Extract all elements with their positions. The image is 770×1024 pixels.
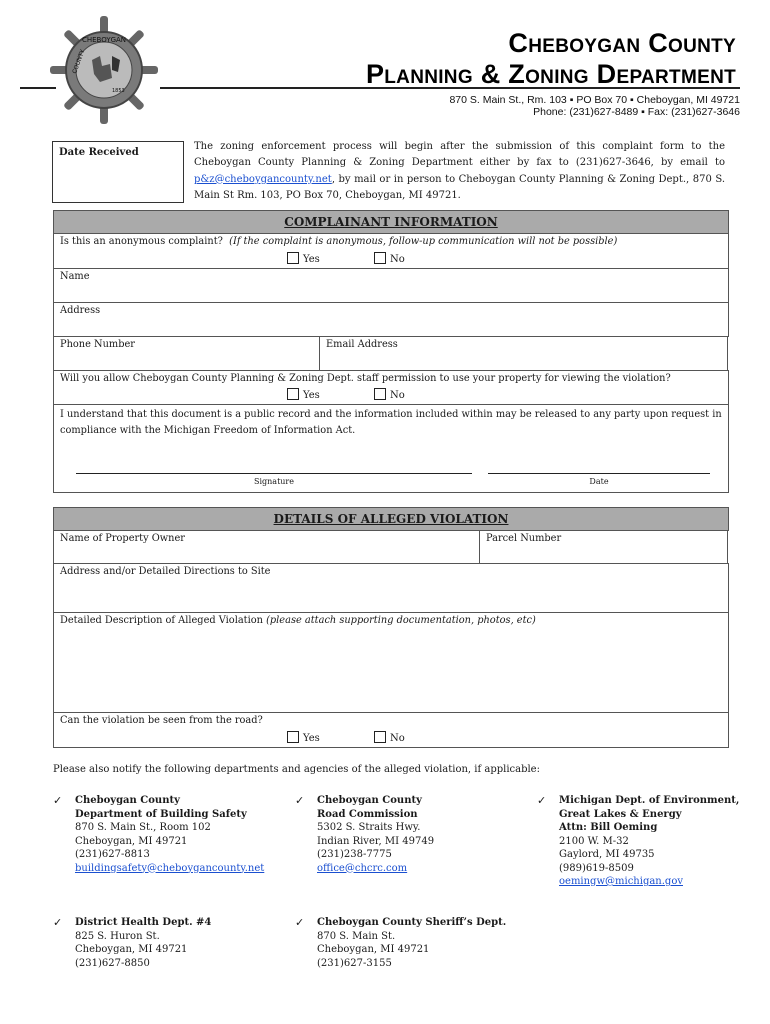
violation-section-heading: DETAILS OF ALLEGED VIOLATION <box>53 507 729 531</box>
signature-line[interactable] <box>76 473 472 474</box>
department-health: ✓ District Health Dept. #4 825 S. Huron St. Cheboygan, MI 49721 (231)627-8850 <box>53 916 212 969</box>
intro-text-end: , by mail or in person to Cheboygan County Planning & Zoning Dept., 870 S. Main St Rm. 103, PO Box 70, Cheboygan, MI 49721. <box>194 173 725 201</box>
email-link[interactable]: p&z@cheboygancounty.net <box>194 173 332 185</box>
road-visibility-row <box>53 712 729 748</box>
anonymous-yes-option[interactable]: Yes <box>287 252 320 265</box>
header-rule-left <box>20 87 56 89</box>
anonymous-no-option[interactable]: No <box>374 252 405 265</box>
road-no-option[interactable]: No <box>374 731 405 744</box>
site-address-label: Address and/or Detailed Directions to Site <box>60 566 271 577</box>
email-field[interactable] <box>318 336 728 371</box>
building-safety-email-link[interactable]: buildingsafety@cheboygancounty.net <box>75 862 265 874</box>
svg-text:COUNTY: COUNTY <box>71 48 87 75</box>
anonymous-no-checkbox[interactable] <box>374 252 386 264</box>
department-road-commission: ✓ Cheboygan County Road Commission 5302 S. Straits Hwy. Indian River, MI 49749 (231)238-7775 office@chcrc.com <box>295 794 435 874</box>
check-icon: ✓ <box>295 916 305 929</box>
department-building-safety: ✓ Cheboygan County Department of Building Safety 870 S. Main St., Room 102 Cheboygan, MI 49721 (231)627-8813 buildingsafety@cheboygancounty.net <box>53 794 265 874</box>
road-commission-email-link[interactable]: office@chcrc.com <box>317 862 408 874</box>
address-field[interactable] <box>53 302 729 337</box>
violation-description-field[interactable] <box>53 612 729 713</box>
property-owner-label: Name of Property Owner <box>60 533 185 544</box>
date-received-box[interactable] <box>52 141 184 203</box>
svg-text:1853: 1853 <box>112 88 125 94</box>
department-egle: ✓ Michigan Dept. of Environment, Great Lakes & Energy Attn: Bill Oeming 2100 W. M-32 Gaylord, MI 49735 (989)619-8509 oemingw@michigan.gov <box>537 794 740 887</box>
violation-description-label: Detailed Description of Alleged Violation (please attach supporting documentation, photos, etc) <box>60 615 536 626</box>
road-yes-checkbox[interactable] <box>287 731 299 743</box>
phone-field[interactable] <box>53 336 320 371</box>
anonymous-yes-checkbox[interactable] <box>287 252 299 264</box>
road-yes-option[interactable]: Yes <box>287 731 320 744</box>
date-line[interactable] <box>488 473 710 474</box>
complainant-section-heading: COMPLAINANT INFORMATION <box>53 210 729 234</box>
permission-no-checkbox[interactable] <box>374 388 386 400</box>
phone-label: Phone Number <box>60 339 135 350</box>
signature-row <box>53 404 729 493</box>
check-icon: ✓ <box>53 794 63 807</box>
name-label: Name <box>60 271 90 282</box>
permission-row <box>53 370 729 405</box>
email-label: Email Address <box>326 339 398 350</box>
permission-no-option[interactable]: No <box>374 388 405 401</box>
county-seal-logo <box>50 16 158 124</box>
check-icon: ✓ <box>537 794 547 807</box>
road-visibility-question: Can the violation be seen from the road? <box>60 715 263 726</box>
notify-instructions: Please also notify the following departments and agencies of the alleged violation, if applicable: <box>53 764 540 775</box>
permission-question: Will you allow Cheboygan County Planning & Zoning Dept. staff permission to use your property for viewing the violation? <box>60 373 671 384</box>
svg-text:CHEBOYGAN: CHEBOYGAN <box>81 36 127 44</box>
parcel-number-field[interactable] <box>478 530 728 564</box>
check-icon: ✓ <box>295 794 305 807</box>
anonymous-question: Is this an anonymous complaint? (If the complaint is anonymous, follow-up communication will not be possible) <box>60 236 618 247</box>
org-address: 870 S. Main St., Rm. 103 ▪ PO Box 70 ▪ Cheboygan, MI 49721 <box>449 94 740 106</box>
road-no-checkbox[interactable] <box>374 731 386 743</box>
property-owner-field[interactable] <box>53 530 480 564</box>
org-phone-fax: Phone: (231)627-8489 ▪ Fax: (231)627-3646 <box>533 106 740 118</box>
signature-label: Signature <box>253 477 294 486</box>
intro-paragraph <box>194 139 725 204</box>
foia-statement: I understand that this document is a public record and the information included within may be released to any party upon request in compliance with the Michigan Freedom of Information Act. <box>60 409 722 436</box>
check-icon: ✓ <box>53 916 63 929</box>
org-title-line2: Planning & Zoning Department <box>365 59 736 89</box>
org-title-line1: Cheboygan County <box>508 28 736 58</box>
name-field[interactable] <box>53 268 729 303</box>
intro-text: The zoning enforcement process will begin after the submission of this complaint form to the Cheboygan County Planning & Zoning Department either by fax to (231)627-3646, by email to <box>194 141 725 169</box>
date-received-label: Date Received <box>59 147 139 158</box>
site-address-field[interactable] <box>53 563 729 613</box>
parcel-number-label: Parcel Number <box>486 533 562 544</box>
date-label: Date <box>589 477 609 486</box>
address-label: Address <box>60 305 101 316</box>
permission-yes-checkbox[interactable] <box>287 388 299 400</box>
department-sheriff: ✓ Cheboygan County Sheriff’s Dept. 870 S. Main St. Cheboygan, MI 49721 (231)627-3155 <box>295 916 507 969</box>
permission-yes-option[interactable]: Yes <box>287 388 320 401</box>
anonymous-row <box>53 233 729 269</box>
egle-email-link[interactable]: oemingw@michigan.gov <box>559 876 683 887</box>
